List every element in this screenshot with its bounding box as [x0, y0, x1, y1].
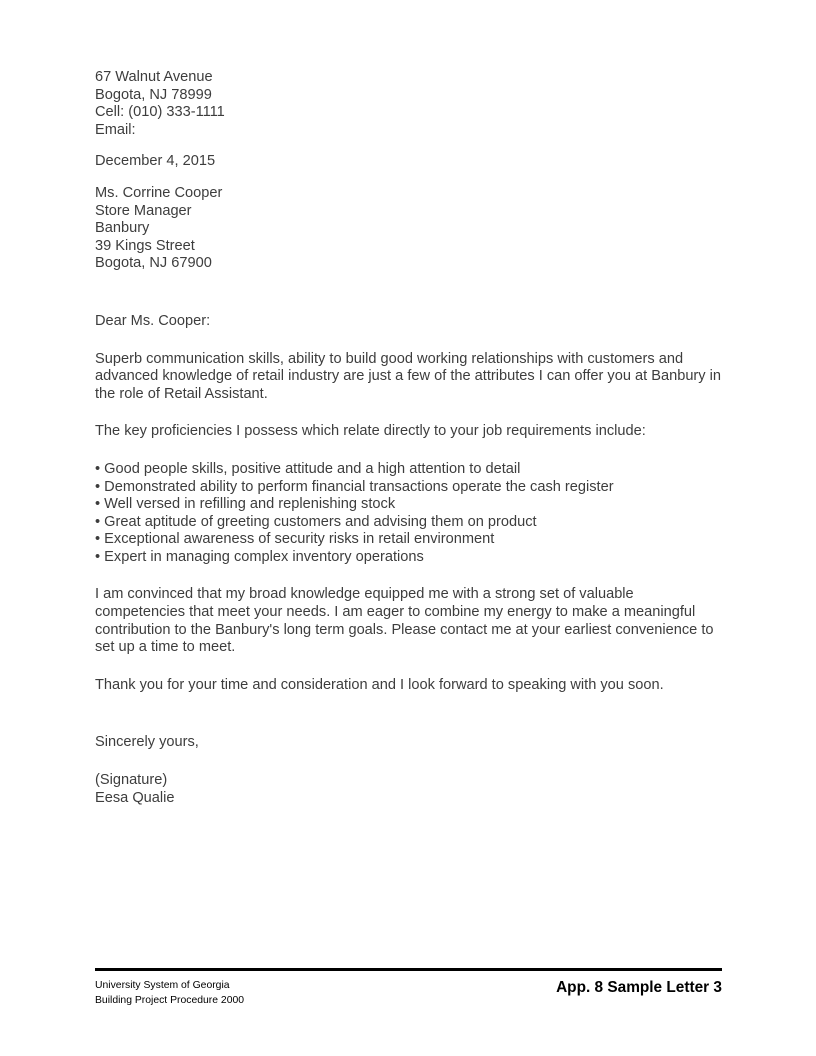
- sender-phone: Cell: (010) 333-1111: [95, 104, 225, 121]
- spacer-after-salutation: [95, 331, 723, 351]
- bullet-icon: •: [95, 478, 105, 495]
- signer-name: Eesa Qualie: [95, 789, 175, 806]
- sender-email: Email:: [95, 121, 136, 138]
- spacer-after-date: [95, 171, 723, 185]
- list-item: [95, 514, 723, 532]
- sender-address-block: [95, 69, 723, 139]
- list-item: [95, 531, 723, 549]
- bullet-icon: •: [95, 496, 105, 513]
- footer-content: [95, 979, 722, 1015]
- list-item: [95, 479, 723, 497]
- page-footer: [95, 968, 722, 1015]
- recipient-title: Store Manager: [95, 202, 192, 219]
- bullet-icon: •: [95, 548, 105, 565]
- list-item: [95, 496, 723, 514]
- footer-procedure: Building Project Procedure 2000: [95, 994, 245, 1006]
- spacer-after-sender: [95, 139, 723, 153]
- sender-address-line-2: Bogota, NJ 78999: [95, 86, 212, 103]
- spacer-before-closing: [95, 694, 723, 734]
- bullet-icon: •: [95, 513, 105, 530]
- list-item-label: Demonstrated ability to perform financial transactions operate the cash register: [104, 478, 614, 495]
- signature-placeholder: (Signature): [95, 772, 168, 789]
- footer-left-text: [95, 979, 244, 1008]
- list-item-label: Great aptitude of greeting customers and advising them on product: [104, 513, 537, 530]
- salutation: Dear Ms. Cooper:: [95, 312, 211, 329]
- spacer-before-bullets: [95, 441, 723, 461]
- recipient-address-line-1: 39 Kings Street: [95, 237, 195, 254]
- spacer-before-salutation: [95, 273, 723, 313]
- body-paragraph-4: Thank you for your time and consideration and I look forward to speaking with you soon.: [95, 676, 664, 693]
- list-item: [95, 549, 723, 567]
- bullet-icon: •: [95, 531, 105, 548]
- recipient-address-block: [95, 185, 723, 273]
- list-item-label: Well versed in refilling and replenishing stock: [104, 496, 396, 513]
- recipient-company: Banbury: [95, 220, 150, 237]
- bullet-icon: •: [95, 460, 105, 477]
- recipient-address-line-2: Bogota, NJ 67900: [95, 255, 212, 272]
- letter-date-value: December 4, 2015: [95, 153, 216, 170]
- list-item-label: Good people skills, positive attitude and a high attention to detail: [104, 460, 521, 477]
- footer-organization: University System of Georgia: [95, 980, 230, 991]
- spacer-before-signature: [95, 752, 723, 772]
- list-item-label: Exceptional awareness of security risks in retail environment: [104, 531, 495, 548]
- recipient-name: Ms. Corrine Cooper: [95, 184, 223, 201]
- list-item: [95, 461, 723, 479]
- closing-salutation: Sincerely yours,: [95, 734, 199, 751]
- body-paragraph-1: Superb communication skills, ability to build good working relationships with customers and advanced knowledge of retail industry are just a few of the attributes I can offer you at Banbury in the role of Retail Assistant.: [95, 350, 722, 402]
- spacer-after-paragraph-1: [95, 403, 723, 423]
- spacer-after-bullets: [95, 566, 723, 586]
- body-paragraph-3: I am convinced that my broad knowledge equipped me with a strong set of valuable competencies that meet your needs. I am eager to combine my energy to make a meaningful contribution to the Banbury's long term goals. Please contact me at your earliest convenience to set up a time to meet.: [95, 586, 714, 656]
- footer-divider: [95, 968, 722, 971]
- signature-block: [95, 772, 723, 807]
- letter-date: [95, 153, 723, 171]
- body-paragraph-2: The key proficiencies I possess which relate directly to your job requirements include:: [95, 423, 646, 440]
- letter-body: [95, 69, 723, 807]
- sender-address-line-1: 67 Walnut Avenue: [95, 69, 213, 85]
- qualifications-list: [95, 461, 723, 567]
- list-item-label: Expert in managing complex inventory operations: [104, 548, 424, 565]
- spacer-after-paragraph-3: [95, 657, 723, 677]
- footer-appendix-label: App. 8 Sample Letter 3: [556, 979, 722, 996]
